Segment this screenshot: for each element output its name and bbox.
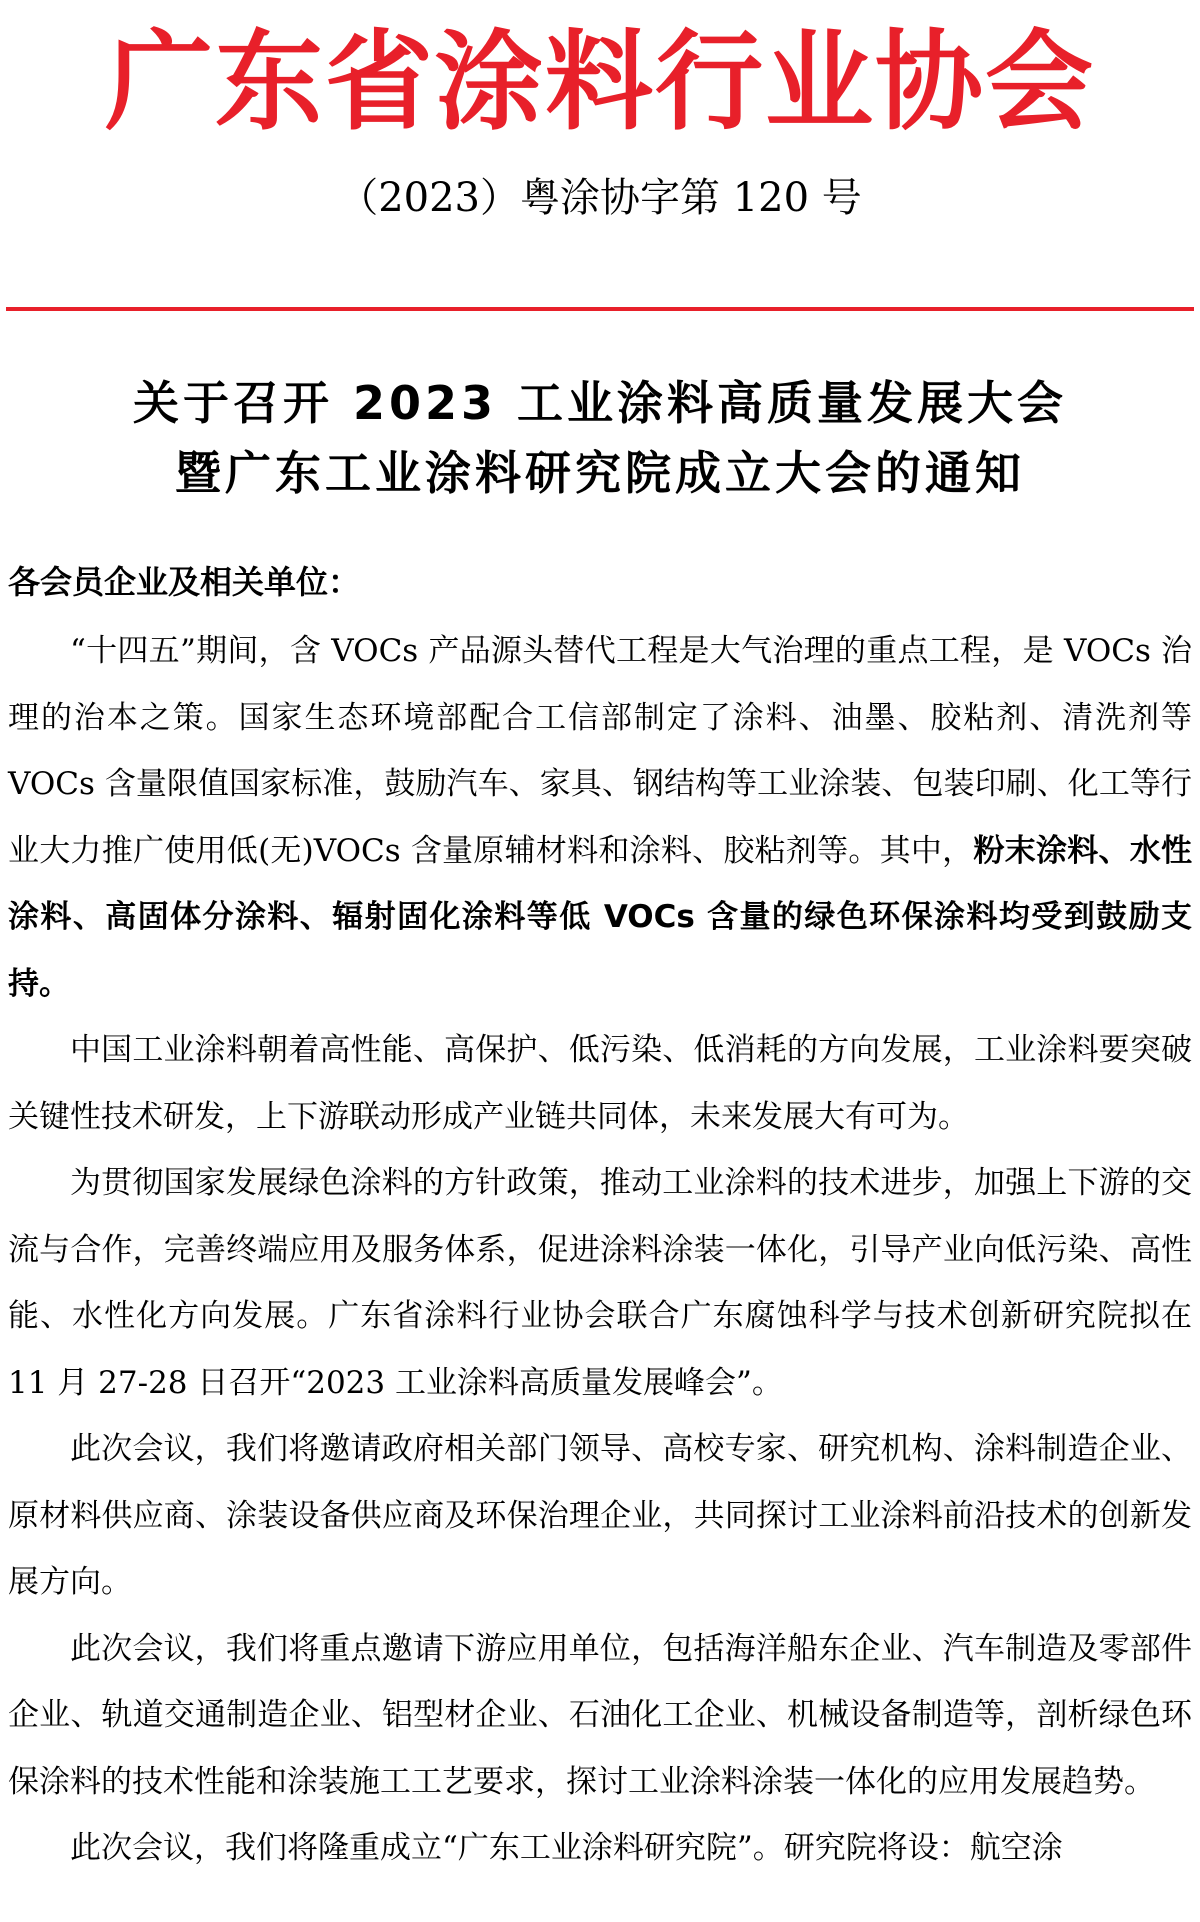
- paragraph-1-text: “十四五”期间，含 VOCs 产品源头替代工程是大气治理的重点工程，是 VOCs 治理的治本之策。国家生态环境部配合工信部制定了涂料、油墨、胶粘剂、清洗剂等 VOCs 含量限值国家标准，鼓励汽车、家具、钢结构等工业涂装、包装印刷、化工等行业大力推广使用低(无)VOCs 含量原辅材料和涂料、胶粘剂等。其中，: [8, 633, 1192, 869]
- paragraph-1: [8, 618, 1192, 1017]
- paragraph-3: 为贯彻国家发展绿色涂料的方针政策，推动工业涂料的技术进步，加强上下游的交流与合作，完善终端应用及服务体系，促进涂料涂装一体化，引导产业向低污染、高性能、水性化方向发展。广东省涂料行业协会联合广东腐蚀科学与技术创新研究院拟在 11 月 27-28 日召开“2023 工业涂料高质量发展峰会”。: [8, 1165, 1192, 1401]
- org-masthead: 广东省涂料行业协会: [104, 20, 1095, 145]
- red-divider-line: [6, 307, 1194, 311]
- notice-body: [8, 618, 1192, 1882]
- notice-title-line-2: 暨广东工业涂料研究院成立大会的通知: [175, 446, 1025, 500]
- paragraph-6: 此次会议，我们将隆重成立“广东工业涂料研究院”。研究院将设：航空涂: [70, 1830, 1063, 1866]
- paragraph-1-emphasis: 粉末涂料、水性涂料、高固体分涂料、辐射固化涂料等低 VOCs 含量的绿色环保涂料均受到鼓励支持。: [8, 832, 1192, 1002]
- paragraph-5: 此次会议，我们将重点邀请下游应用单位，包括海洋船东企业、汽车制造及零部件企业、轨道交通制造企业、铝型材企业、石油化工企业、机械设备制造等，剖析绿色环保涂料的技术性能和涂装施工工艺要求，探讨工业涂料涂装一体化的应用发展趋势。: [8, 1630, 1192, 1800]
- document-number: （2023）粤涂协字第 120 号: [338, 175, 862, 221]
- paragraph-4: 此次会议，我们将邀请政府相关部门领导、高校专家、研究机构、涂料制造企业、原材料供应商、涂装设备供应商及环保治理企业，共同探讨工业涂料前沿技术的创新发展方向。: [8, 1431, 1192, 1600]
- notice-title-line-1: 关于召开 2023 工业涂料高质量发展大会: [132, 376, 1068, 430]
- paragraph-2: 中国工业涂料朝着高性能、高保护、低污染、低消耗的方向发展，工业涂料要突破关键性技术研发，上下游联动形成产业链共同体，未来发展大有可为。: [8, 1032, 1192, 1135]
- salutation: 各会员企业及相关单位：: [8, 563, 361, 601]
